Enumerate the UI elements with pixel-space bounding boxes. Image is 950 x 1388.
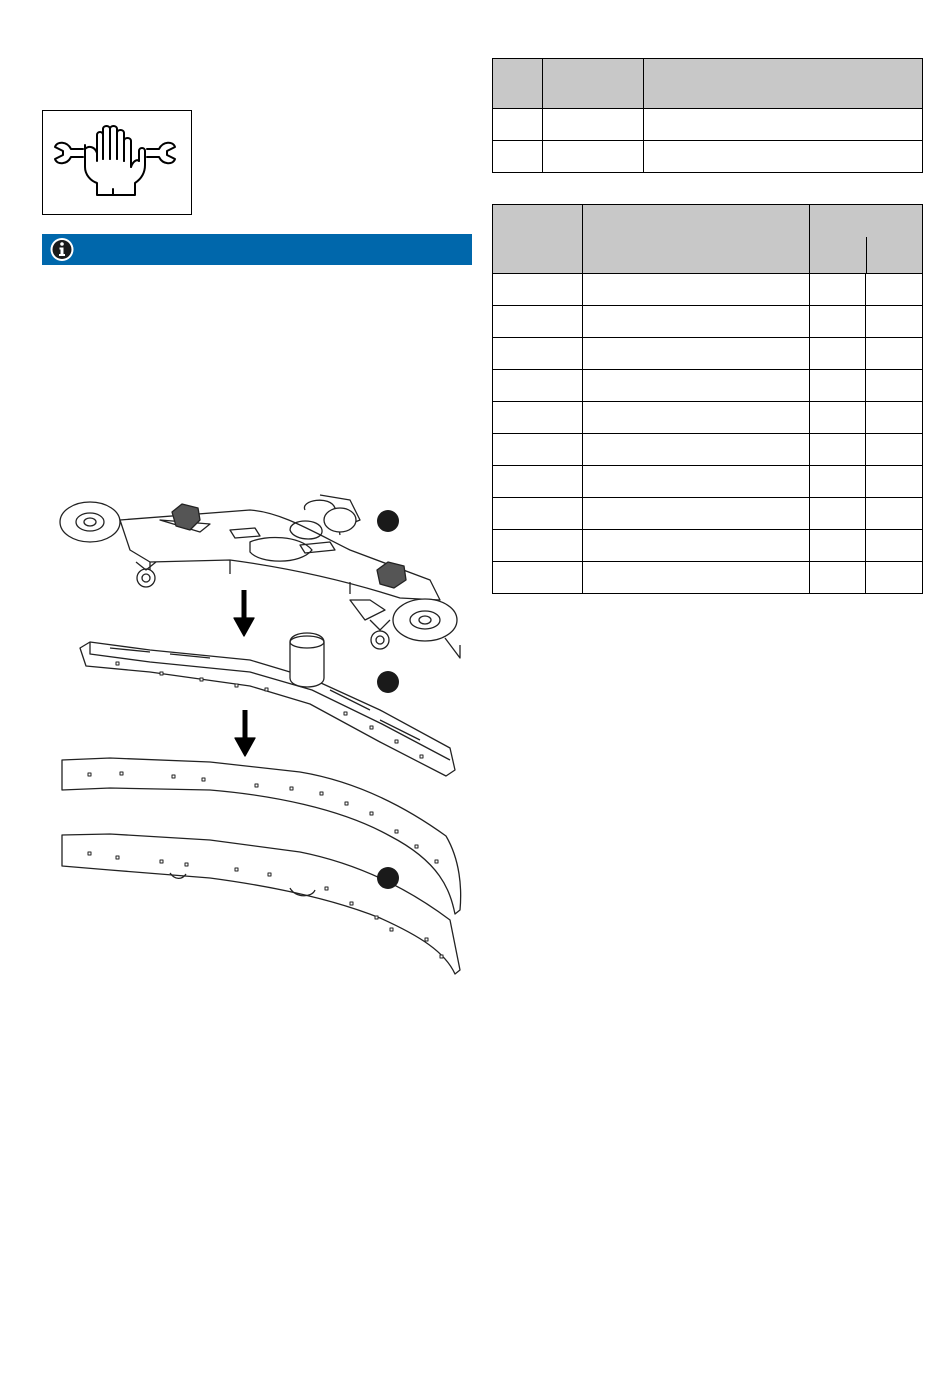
table-cell — [583, 306, 810, 338]
table-cell — [493, 466, 583, 498]
info-icon — [51, 238, 74, 261]
table-header-row — [493, 205, 923, 274]
table-cell — [810, 370, 866, 402]
table-cell — [810, 306, 866, 338]
squeegee-exploded-figure — [50, 490, 480, 990]
table-row — [493, 530, 923, 562]
squeegee-illustration — [50, 490, 480, 990]
table-cell — [810, 498, 866, 530]
table-cell — [810, 466, 866, 498]
table-row — [493, 274, 923, 306]
header-cell — [493, 59, 543, 109]
table-cell — [493, 530, 583, 562]
table-cell — [810, 402, 866, 434]
table-row — [493, 109, 923, 141]
table-row — [493, 466, 923, 498]
table-cell — [583, 498, 810, 530]
table-cell — [493, 141, 543, 173]
table-row — [493, 306, 923, 338]
header-cell-split — [810, 205, 923, 274]
hand-wrench-icon — [43, 111, 191, 214]
tool-icon-box — [42, 110, 192, 215]
table-cell — [493, 498, 583, 530]
table-cell — [810, 338, 866, 370]
table-cell — [866, 306, 923, 338]
table-cell — [583, 434, 810, 466]
table-cell — [866, 498, 923, 530]
squeegee-body — [80, 633, 455, 776]
table-row — [493, 141, 923, 173]
callout-marker-1 — [377, 510, 399, 532]
info-bar-graphic — [42, 234, 472, 265]
table-row — [493, 434, 923, 466]
callout-marker-2 — [377, 671, 399, 693]
table-row — [493, 498, 923, 530]
table-cell — [493, 402, 583, 434]
table-cell — [866, 402, 923, 434]
table-row — [493, 370, 923, 402]
table-cell — [493, 434, 583, 466]
table-cell — [583, 274, 810, 306]
table-row — [493, 402, 923, 434]
table-bottom — [492, 204, 923, 594]
table-cell — [866, 562, 923, 594]
info-bar — [42, 234, 472, 265]
table-top — [492, 58, 923, 173]
table-cell — [866, 466, 923, 498]
table-cell — [583, 370, 810, 402]
table-cell — [810, 562, 866, 594]
callout-marker-3 — [377, 867, 399, 889]
table-cell — [810, 434, 866, 466]
header-cell — [493, 205, 583, 274]
header-cell — [543, 59, 644, 109]
table-cell — [583, 466, 810, 498]
table-cell — [493, 109, 543, 141]
table-cell — [644, 141, 923, 173]
table-cell — [644, 109, 923, 141]
table-cell — [583, 402, 810, 434]
table-cell — [493, 274, 583, 306]
table-row — [493, 562, 923, 594]
table-cell — [866, 530, 923, 562]
table-cell — [866, 338, 923, 370]
table-cell — [810, 274, 866, 306]
table-cell — [583, 530, 810, 562]
table-cell — [866, 370, 923, 402]
table-cell — [493, 370, 583, 402]
table-row — [493, 338, 923, 370]
table-cell — [866, 434, 923, 466]
table-cell — [810, 530, 866, 562]
header-cell — [644, 59, 923, 109]
header-cell — [583, 205, 810, 274]
header-divider — [866, 237, 867, 273]
table-cell — [583, 562, 810, 594]
table-header-row — [493, 59, 923, 109]
table-cell — [493, 306, 583, 338]
table-cell — [543, 141, 644, 173]
table-cell — [543, 109, 644, 141]
table-cell — [866, 274, 923, 306]
table-cell — [493, 562, 583, 594]
table-cell — [493, 338, 583, 370]
table-cell — [583, 338, 810, 370]
squeegee-blade-rear — [62, 834, 460, 974]
